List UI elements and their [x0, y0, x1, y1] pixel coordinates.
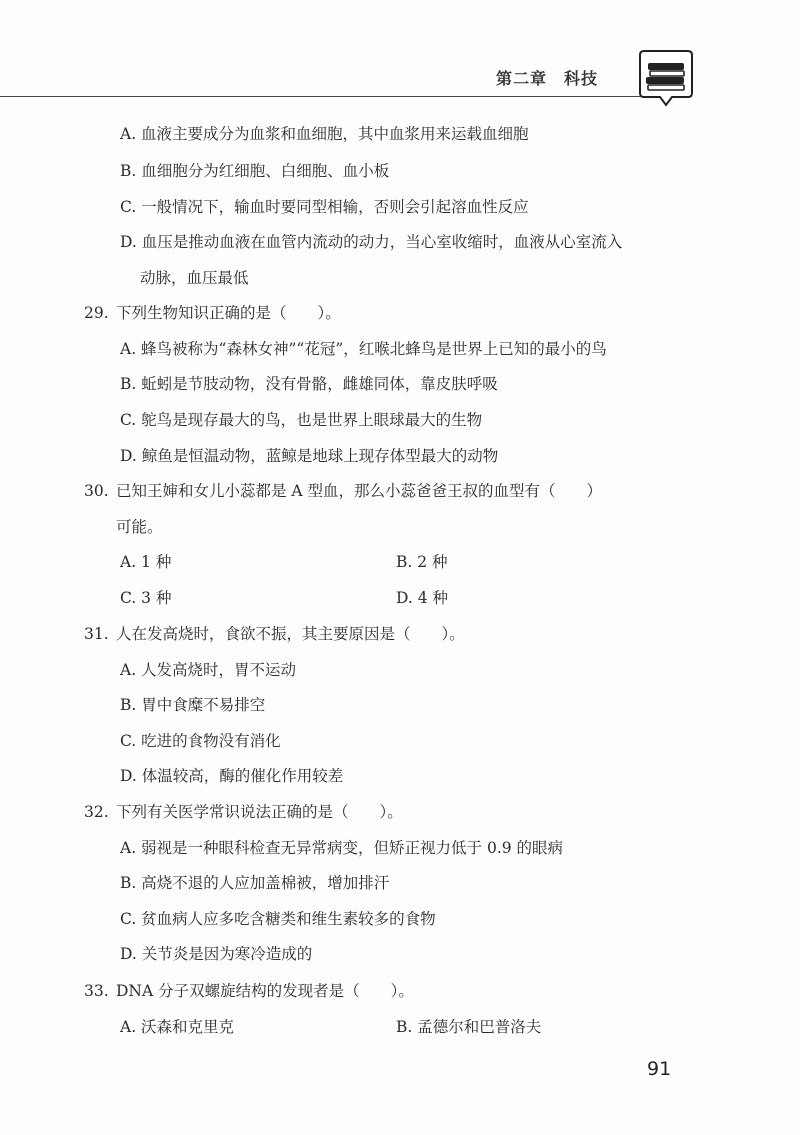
option-text-continued: 动脉，血压最低: [140, 269, 249, 287]
option-text: D. 4 种: [396, 589, 449, 607]
header-rule: [0, 96, 640, 97]
option-text: A. 1 种: [120, 553, 172, 571]
question-number: 32.: [84, 803, 109, 821]
option-text: D. 鲸鱼是恒温动物，蓝鲸是地球上现存体型最大的动物: [120, 447, 499, 465]
question-number: 29.: [84, 304, 109, 322]
book-stack-icon: [638, 47, 694, 109]
option-text: A. 沃森和克里克: [120, 1018, 235, 1036]
question-number: 31.: [84, 625, 109, 643]
option-text: C. 吃进的食物没有消化: [120, 732, 281, 750]
option-text: B. 蚯蚓是节肢动物，没有骨骼，雌雄同体，靠皮肤呼吸: [120, 375, 498, 393]
question-stem: 已知王婶和女儿小蕊都是 A 型血，那么小蕊爸爸王叔的血型有（ ）: [116, 482, 603, 500]
option-text: B. 胃中食糜不易排空: [120, 696, 266, 714]
question-stem: 下列生物知识正确的是（ ）。: [116, 304, 341, 322]
option-text: C. 一般情况下，输血时要同型相输，否则会引起溶血性反应: [120, 198, 529, 216]
option-text: C. 贫血病人应多吃含糖类和维生素较多的食物: [120, 910, 436, 928]
option-text: B. 孟德尔和巴普洛夫: [396, 1018, 542, 1036]
option-text: B. 高烧不退的人应加盖棉被，增加排汗: [120, 874, 390, 892]
question-stem: DNA 分子双螺旋结构的发现者是（ ）。: [116, 982, 414, 1000]
option-text: D. 关节炎是因为寒冷造成的: [120, 945, 313, 963]
option-text: B. 2 种: [396, 553, 448, 571]
question-number: 33.: [84, 982, 109, 1000]
option-text: A. 血液主要成分为血浆和血细胞，其中血浆用来运载血细胞: [120, 125, 529, 143]
option-text: A. 蜂鸟被称为“森林女神”“花冠”，红喉北蜂鸟是世界上已知的最小的鸟: [120, 340, 607, 358]
option-text: C. 3 种: [120, 589, 172, 607]
page-number: 91: [647, 1058, 672, 1080]
question-stem: 人在发高烧时，食欲不振，其主要原因是（ ）。: [116, 625, 465, 643]
option-text: D. 血压是推动血液在血管内流动的动力，当心室收缩时，血液从心室流入: [120, 233, 623, 251]
option-text: D. 体温较高，酶的催化作用较差: [120, 767, 344, 785]
option-text: B. 血细胞分为红细胞、白细胞、血小板: [120, 162, 390, 180]
question-number: 30.: [84, 482, 109, 500]
option-text: C. 鸵鸟是现存最大的鸟，也是世界上眼球最大的生物: [120, 411, 483, 429]
question-stem: 下列有关医学常识说法正确的是（ ）。: [116, 803, 403, 821]
question-stem-continued: 可能。: [116, 518, 163, 536]
chapter-title: 第二章 科技: [496, 69, 599, 88]
option-text: A. 弱视是一种眼科检查无异常病变，但矫正视力低于 0.9 的眼病: [120, 839, 564, 857]
option-text: A. 人发高烧时，胃不运动: [120, 661, 297, 679]
